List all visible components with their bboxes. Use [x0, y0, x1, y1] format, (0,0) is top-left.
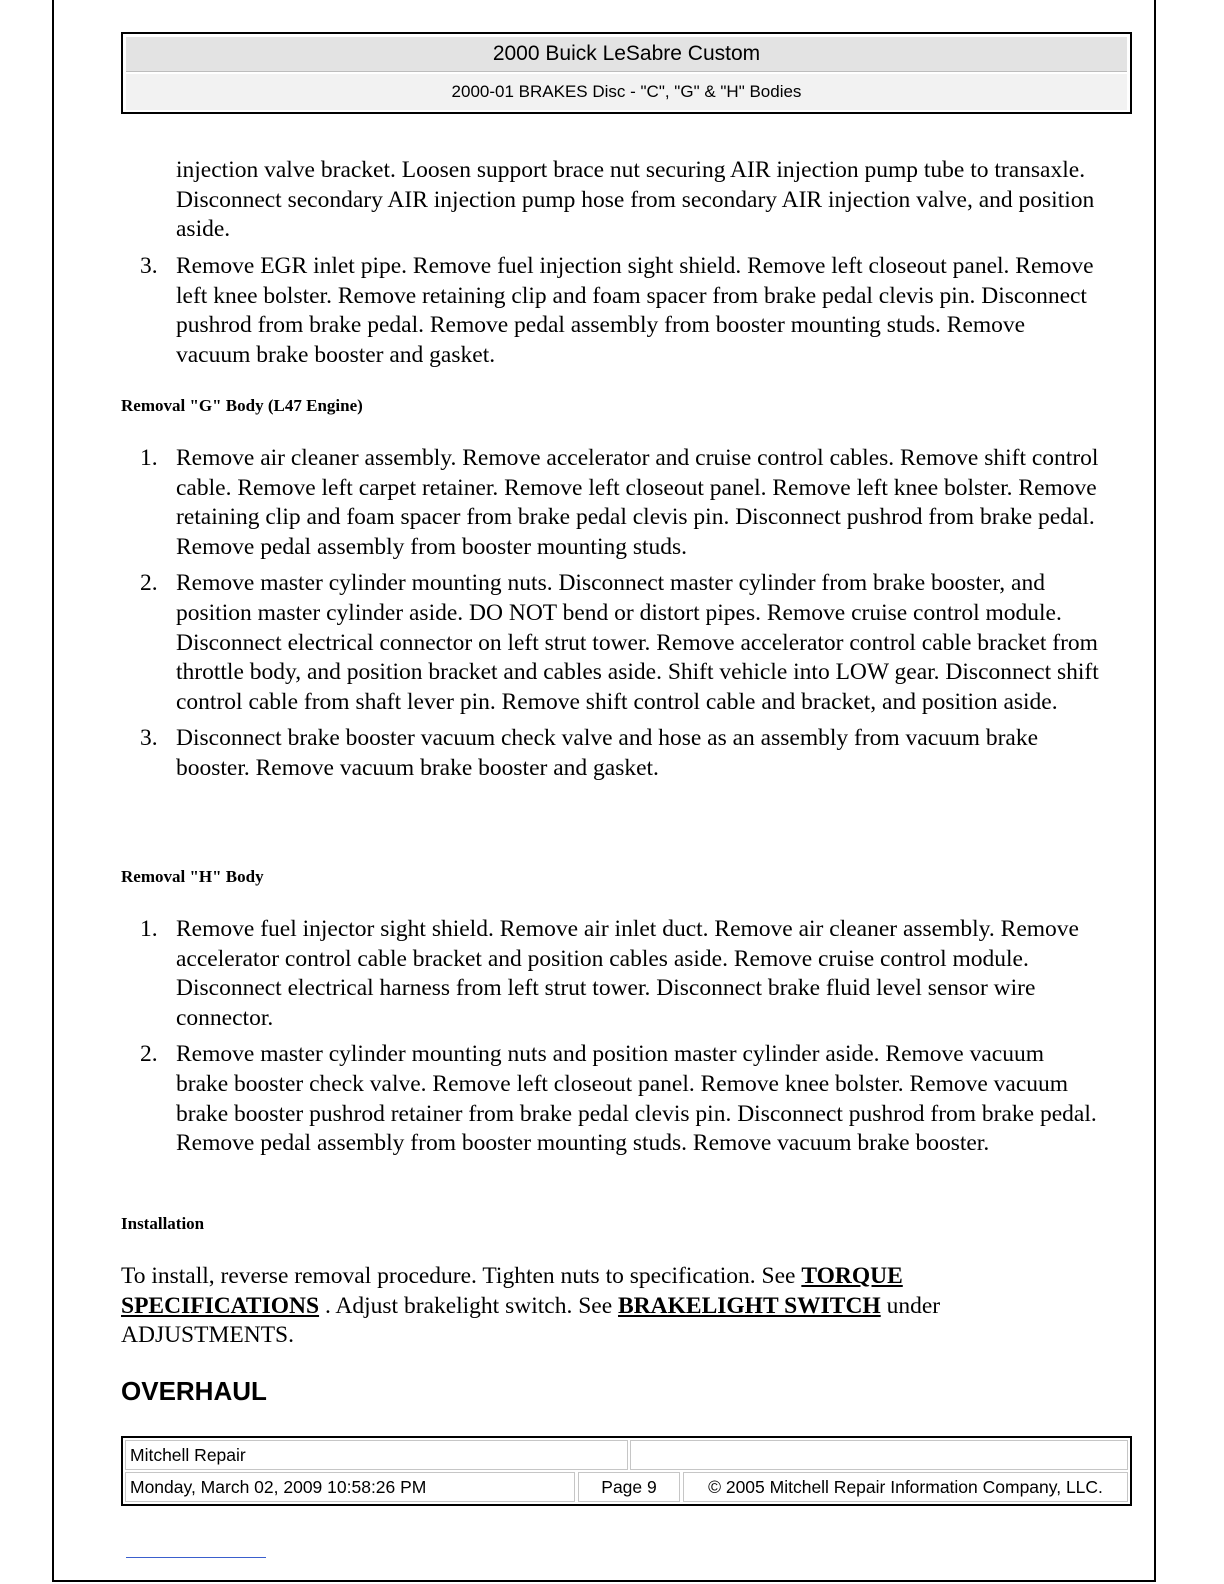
continuation-paragraph: injection valve bracket. Loosen support brace nut securing AIR injection pump tube to transaxle. Disconnect secondary AIR injection pump hose from secondary AIR injection valve, and position aside.	[176, 157, 1095, 243]
page-bottom-rule	[126, 1557, 266, 1558]
list-number: 1.	[140, 916, 158, 942]
footer-datetime: Monday, March 02, 2009 10:58:26 PM	[125, 1472, 575, 1502]
list-number: 1.	[140, 445, 158, 471]
list-text: Remove fuel injector sight shield. Remove air inlet duct. Remove air cleaner assembly. Remove accelerator control cable bracket and position cables aside. Remove cruise control module. Disconnect electrical harness from left strut tower. Disconnect brake fluid level sensor wire connector.	[176, 916, 1079, 1031]
list-text: Disconnect brake booster vacuum check valve and hose as an assembly from vacuum brake booster. Remove vacuum brake booster and gasket.	[176, 725, 1039, 781]
list-item	[140, 1040, 1100, 1158]
brakelight-switch-link[interactable]: BRAKELIGHT SWITCH	[618, 1292, 881, 1319]
list-item	[140, 915, 1100, 1033]
list-text: Remove master cylinder mounting nuts and position master cylinder aside. Remove vacuum brake booster check valve. Remove left closeout panel. Remove knee bolster. Remove vacuum brake booster pushrod retainer from brake pedal clevis pin. Disconnect pushrod from brake pedal. Remove pedal assembly from booster mounting studs. Remove vacuum brake booster.	[176, 1041, 1097, 1157]
list-item	[140, 252, 1100, 370]
installation-heading: Installation	[121, 1214, 205, 1233]
list-number: 2.	[140, 570, 158, 597]
list-text: Remove master cylinder mounting nuts. Disconnect master cylinder from brake booster, and position master cylinder aside. DO NOT bend or distort pipes. Remove cruise control module. Disconnect electrical connector on left strut tower. Remove accelerator control cable bracket from throttle body, and position bracket and cables aside. Shift vehicle into LOW gear. Disconnect shift control cable from shaft lever pin. Remove shift control cable and bracket, and position aside.	[176, 570, 1099, 715]
vehicle-title: 2000 Buick LeSabre Custom	[126, 37, 1127, 72]
torque-specifications-link[interactable]: TORQUE SPECIFICATIONS	[121, 1263, 903, 1319]
section-c-list	[140, 252, 1100, 377]
document-header	[121, 32, 1132, 114]
installation-text-2: . Adjust brakelight switch. See	[319, 1292, 618, 1319]
list-text: Remove air cleaner assembly. Remove accelerator and cruise control cables. Remove shift control cable. Remove left carpet retainer. Remove left closeout panel. Remove left knee bolster. Remove retaining clip and foam spacer from brake pedal clevis pin. Disconnect pushrod from brake pedal. Remove pedal assembly from booster mounting studs.	[176, 445, 1099, 560]
footer-company: Mitchell Repair	[125, 1440, 628, 1470]
section-g-list	[140, 444, 1100, 791]
list-item	[140, 569, 1100, 717]
list-number: 3.	[140, 253, 158, 279]
footer-empty-cell	[630, 1440, 1128, 1470]
document-footer	[121, 1436, 1132, 1506]
list-number: 3.	[140, 725, 158, 752]
removal-g-heading: Removal "G" Body (L47 Engine)	[121, 396, 363, 415]
installation-paragraph	[121, 1262, 1096, 1351]
installation-text-3: under ADJUSTMENTS.	[121, 1292, 941, 1349]
installation-text-1: To install, reverse removal procedure. Tighten nuts to specification. See	[121, 1263, 802, 1289]
list-item	[140, 444, 1100, 562]
removal-h-heading: Removal "H" Body	[121, 867, 264, 886]
list-item	[140, 724, 1100, 783]
list-number: 2.	[140, 1041, 158, 1068]
overhaul-heading: OVERHAUL	[121, 1376, 267, 1406]
section-subtitle: 2000-01 BRAKES Disc - "C", "G" & "H" Bodies	[126, 74, 1127, 110]
list-text: Remove EGR inlet pipe. Remove fuel injection sight shield. Remove left closeout panel. Remove left knee bolster. Remove retaining clip and foam spacer from brake pedal clevis pin. Disconnect pushrod from brake pedal. Remove pedal assembly from booster mounting studs. Remove vacuum brake booster and gasket.	[176, 253, 1094, 368]
footer-page-number: Page 9	[578, 1472, 680, 1502]
section-h-list	[140, 915, 1100, 1166]
footer-copyright: © 2005 Mitchell Repair Information Company, LLC.	[683, 1472, 1128, 1502]
